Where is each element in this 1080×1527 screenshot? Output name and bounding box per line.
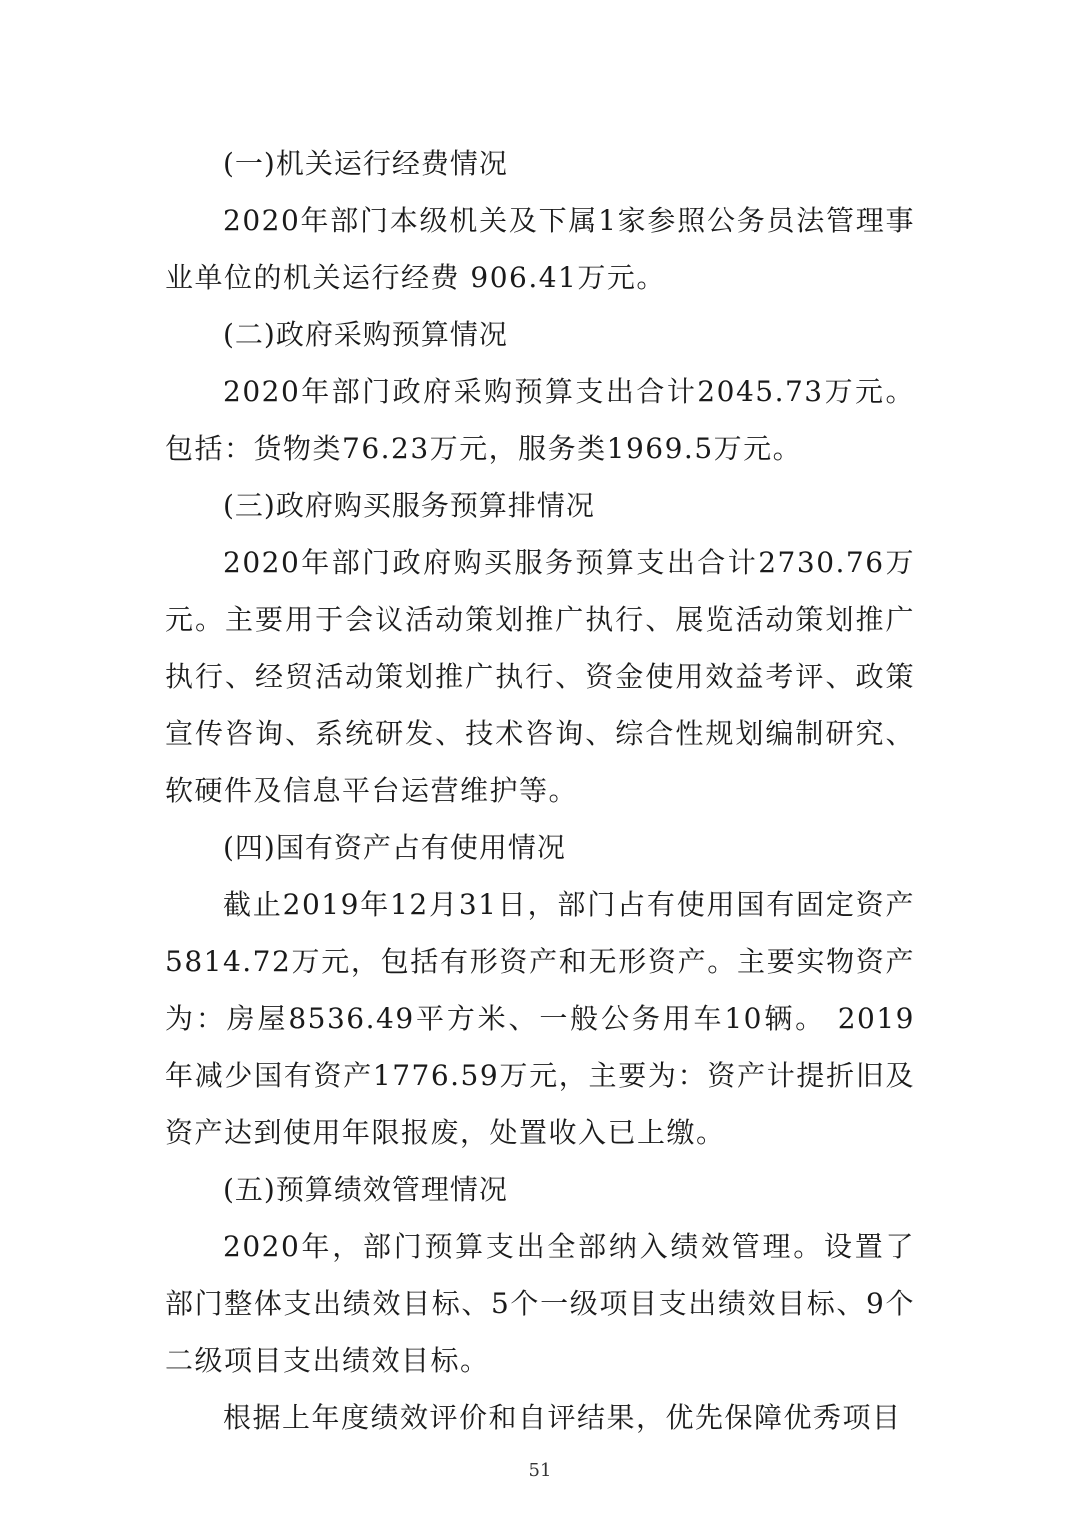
section-heading: (二)政府采购预算情况 — [223, 318, 508, 351]
section-heading: (一)机关运行经费情况 — [223, 147, 508, 180]
section-state-assets — [165, 819, 915, 1161]
section-operating-expenses — [165, 135, 915, 306]
section-heading: (四)国有资产占有使用情况 — [223, 831, 566, 864]
body-paragraph: 2020年，部门预算支出全部纳入绩效管理。设置了部门整体支出绩效目标、5个一级项目支出绩效目标、9个二级项目支出绩效目标。 — [165, 1230, 915, 1377]
body-paragraph: 2020年部门本级机关及下属1家参照公务员法管理事业单位的机关运行经费 906.41万元。 — [165, 204, 915, 294]
page-body — [165, 135, 915, 1446]
body-paragraph: 根据上年度绩效评价和自评结果，优先保障优秀项目 — [223, 1401, 902, 1434]
section-purchased-services — [165, 477, 915, 819]
section-heading: (五)预算绩效管理情况 — [223, 1173, 508, 1206]
body-paragraph: 2020年部门政府购买服务预算支出合计2730.76万元。主要用于会议活动策划推广执行、展览活动策划推广执行、经贸活动策划推广执行、资金使用效益考评、政策宣传咨询、系统研发、技术咨询、综合性规划编制研究、软硬件及信息平台运营维护等。 — [165, 546, 915, 807]
body-paragraph: 2020年部门政府采购预算支出合计2045.73万元。包括：货物类76.23万元，服务类1969.5万元。 — [165, 375, 915, 465]
section-government-procurement — [165, 306, 915, 477]
page-number: 51 — [528, 1460, 552, 1481]
section-performance-management — [165, 1161, 915, 1446]
body-paragraph: 截止2019年12月31日，部门占有使用国有固定资产5814.72万元，包括有形资产和无形资产。主要实物资产为：房屋8536.49平方米、一般公务用车10辆。 2019年减少国有资产1776.59万元，主要为：资产计提折旧及资产达到使用年限报废，处置收入已上缴。 — [165, 888, 915, 1149]
section-heading: (三)政府购买服务预算排情况 — [223, 489, 595, 522]
